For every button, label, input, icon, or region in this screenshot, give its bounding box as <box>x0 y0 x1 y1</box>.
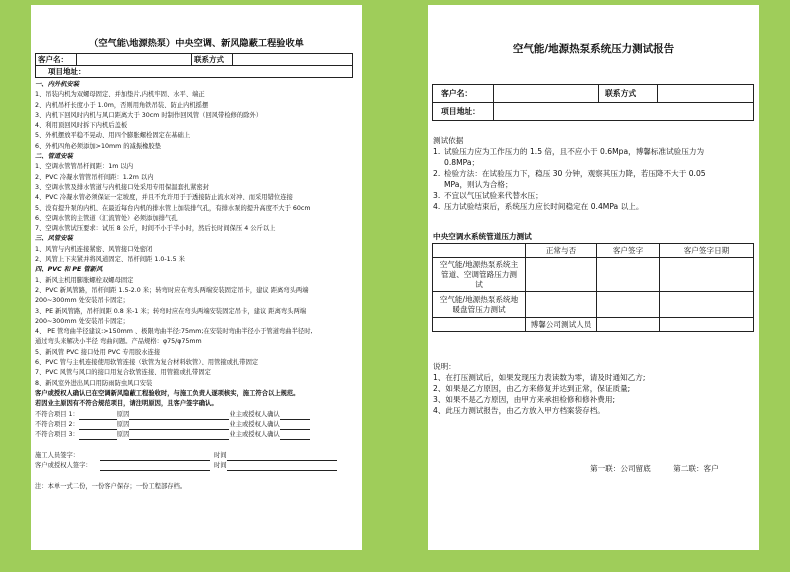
nonconform-row <box>35 410 362 420</box>
checklist-item: 5、没有提升泵的内机、在最近每台内机的排水管上加装排气孔，有排水泵的提升高度不大于 60cm <box>35 204 311 212</box>
checklist-item: 200~300mm 处安装吊卡固定； <box>35 297 129 305</box>
basis-number <box>433 157 444 168</box>
basis-text: 检验方法：在试验压力下，稳压 30 分钟，观察其压力降，若压降不大于 0.05 <box>444 169 706 178</box>
basis-number: 2. <box>433 169 441 178</box>
basis-number: 3. <box>433 191 441 200</box>
notes-block <box>433 361 755 416</box>
checklist-item: 1、新风主机用膨胀螺栓双螺母固定 <box>35 276 134 284</box>
checklist-item: 7、PVC 风管与风口的接口用复合软管连接、用管箍或扎带固定 <box>35 369 211 377</box>
signature-input[interactable] <box>100 462 210 471</box>
address-label: 项目地址： <box>48 67 86 76</box>
checklist-item: 4、利用顶回风时拆下内机后盖板 <box>35 122 128 130</box>
copy-first-label: 第一联：公司留底 <box>590 464 651 473</box>
copy-second-label: 第二联：客户 <box>673 464 719 473</box>
acceptance-form-body <box>35 80 362 492</box>
signature-row <box>35 451 362 461</box>
section-heading: 一、内外机安装 <box>35 81 80 88</box>
test-table-header: 正常与否 <box>526 244 597 258</box>
nonconform-label: 不符合项目 1： <box>35 410 79 418</box>
test-row-label-line: 管道、空调管路压力测 <box>441 269 517 279</box>
test-basis-list <box>433 146 755 212</box>
checklist-item: 1、风管与内机连接紧密、风管接口处密闭 <box>35 245 153 253</box>
basis-number: 1. <box>433 147 441 156</box>
customer-sign-cell[interactable] <box>597 258 660 292</box>
test-row-label-line: 试 <box>475 279 483 289</box>
checklist-item: 1、吊装内机为双螺母固定、并加垫片,内机牢固、水平、端正 <box>35 91 205 99</box>
report-contact-label: 联系方式 <box>599 85 658 103</box>
checklist-item: 6、空调水管的主管道（汇流管处）必须添加排气孔 <box>35 214 178 222</box>
report-address-input[interactable] <box>494 103 754 121</box>
report-title: 空气能/地源热泵系统压力测试报告 <box>512 43 675 55</box>
checklist-item: 3、内机下回风时内机与风口距离大于 30cm 时制作回风管（回风带检修的除外） <box>35 111 263 119</box>
basis-text: 试验压力应为工作压力的 1.5 倍，且不应小于 0.6Mpa，博馨标准试验压力为 <box>444 147 705 156</box>
basis-item <box>433 190 755 201</box>
basis-text: 压力试验结束后，系统压力应长时间稳定在 0.4MPa 以上。 <box>444 202 644 211</box>
checklist-item: 3、PE 新风管路，吊杆间距 0.8 米-1 米；转弯时应在弯头两端安装固定吊卡，建议 距离弯头两端 <box>35 307 307 315</box>
checklist-item: 1、空调水管管吊杆间距：1m 以内 <box>35 163 134 171</box>
checklist-item: 2、风管上下夹紧并将风道固定、吊杆间距 1.0-1.5 米 <box>35 256 185 264</box>
nonconform-label: 不符合项目 2： <box>35 420 79 428</box>
tester-date-cell[interactable] <box>660 318 754 332</box>
owner-confirm-input[interactable] <box>280 421 310 430</box>
signature-row <box>35 461 362 471</box>
checklist-item: 8、新风室外进出风口用防雨防虫风口安装 <box>35 379 153 387</box>
checklist-item: 3、空调水管及排水管道与内机接口处采用专用保温套扎紧密封 <box>35 183 210 191</box>
section-heading: 四、PVC 和 PE 管新风 <box>35 266 103 274</box>
test-row-label <box>433 258 526 292</box>
water-test-heading: 中央空调水系统管道压力测试 <box>433 232 532 241</box>
sign-date-cell[interactable] <box>660 258 754 292</box>
test-table-header: 客户签字日期 <box>660 244 754 258</box>
owner-confirm-label: 业主或授权人确认 <box>229 410 280 418</box>
tester-label: 博馨公司测试人员 <box>526 318 597 332</box>
nonconform-label: 不符合项目 3： <box>35 431 79 439</box>
note-item: 2、如果是乙方原因，由乙方来修复并达到正常，保证质量; <box>433 384 631 393</box>
reason-input[interactable] <box>129 421 229 430</box>
reason-label: 原因 <box>116 420 130 428</box>
reason-input[interactable] <box>129 411 229 420</box>
report-customer-input[interactable] <box>494 85 599 103</box>
signature-input[interactable] <box>100 452 210 461</box>
signature-label: 客户或授权人签字： <box>35 461 92 469</box>
checklist-item: 5、新风管 PVC 接口处用 PVC 专用胶水连接 <box>35 348 161 356</box>
basis-number <box>433 179 444 190</box>
test-basis-block <box>433 135 755 212</box>
test-basis-heading: 测试依据 <box>433 136 464 145</box>
owner-confirm-input[interactable] <box>280 431 310 440</box>
note-item: 3、如果不是乙方原因，由甲方来承担检修和修补费用; <box>433 395 616 404</box>
notes-list <box>433 372 755 416</box>
test-row-label-line: 空气能/地源热泵系统主 <box>439 259 519 269</box>
reason-label: 原因 <box>116 431 130 439</box>
copy-labels <box>590 463 759 474</box>
address-row[interactable] <box>36 66 353 78</box>
pressure-test-report-sheet <box>428 5 759 550</box>
sign-date-cell[interactable] <box>660 292 754 318</box>
tester-signature-cell[interactable] <box>597 318 660 332</box>
confirmation-note: 客户或授权人确认已在空调新风隐蔽工程验收时，与施工负责人逐项核实，施工符合以上规范。 <box>35 389 300 397</box>
reason-label: 原因 <box>116 410 130 418</box>
checklist-item: 200~300mm 处安装吊卡固定； <box>35 317 129 325</box>
test-table-header: 客户签字 <box>597 244 660 258</box>
nonconform-row <box>35 420 362 430</box>
test-status-cell[interactable] <box>526 292 597 318</box>
acceptance-form-sheet <box>31 5 362 550</box>
tester-spacer-cell <box>433 318 526 332</box>
basis-item <box>433 146 755 157</box>
checklist-item: 6、外机四角必须添加>10mm 的减振橡胶垫 <box>35 142 162 150</box>
owner-confirm-label: 业主或授权人确认 <box>229 431 280 439</box>
contact-label: 联系方式 <box>192 54 233 66</box>
basis-item <box>433 201 755 212</box>
nonconform-row <box>35 430 362 440</box>
signature-label: 施工人员签字： <box>35 451 80 459</box>
report-address-label: 项目地址： <box>433 103 494 121</box>
checklist-item: 2、内机吊杆长度小于 1.0m，否则用角铁吊装、防止内机摇摆 <box>35 101 209 109</box>
section-heading: 三、风管安装 <box>35 235 73 243</box>
section-heading: 二、管道安装 <box>35 153 73 161</box>
checklist-item: 6、PVC 管与主机连接使用软管连接（软管为复合材料软管）、用管箍或扎带固定 <box>35 359 259 367</box>
spacer <box>35 471 362 481</box>
nonconform-input[interactable] <box>79 411 117 420</box>
owner-confirm-input[interactable] <box>280 411 310 420</box>
basis-item <box>433 179 755 190</box>
signature-time-label: 时间 <box>214 461 227 469</box>
checklist-item: 4、 PE 管弯曲半径建议:>150mm 、极限弯曲半径:75mm;在安装时弯曲半径小于管道弯曲半径时, <box>35 328 313 336</box>
owner-confirm-label: 业主或授权人确认 <box>229 420 280 428</box>
checklist-item: 4、PVC 冷凝水管必须保证一定坡度，并且不允许用于于透接防止流水对冲、而采用错位连接 <box>35 194 293 202</box>
notes-heading: 说明： <box>433 362 456 371</box>
basis-text: MPa，则认为合格； <box>444 180 513 189</box>
note-item: 4、此压力测试报告，由乙方放入甲方档案袋存档。 <box>433 406 605 415</box>
signature-time-input[interactable] <box>227 452 337 461</box>
note-item: 1、在打压测试后，如果发现压力表读数为零，请及时通知乙方; <box>433 373 646 382</box>
footnote: 注：本单一式二份，一份客户保存；一份工程部存档。 <box>35 482 187 490</box>
report-contact-input[interactable] <box>658 85 754 103</box>
basis-item <box>433 168 755 179</box>
confirmation-note: 若因业主原因有不符合规范项目，请注明原因，且客户签字确认。 <box>35 400 218 408</box>
reason-input[interactable] <box>129 431 229 440</box>
customer-input[interactable] <box>77 54 192 66</box>
test-table-header <box>433 244 526 258</box>
checklist-item: 2、PVC 新风管路，吊杆间距 1.5-2.0 米；转弯时应在弯头两端安装固定吊卡，建议 距离弯头两端 <box>35 286 309 294</box>
contact-input[interactable] <box>233 54 353 66</box>
basis-text: 不宜以气压试验来代替水压； <box>444 191 543 200</box>
checklist-item: 通过弯头来解决小半径 弯曲问题。产品规格：φ75/φ75mm <box>35 338 202 346</box>
customer-label: 客户名： <box>36 54 77 66</box>
acceptance-form-title: （空气能\地源热泵）中央空调、新风隐蔽工程验收单 <box>89 38 304 49</box>
test-row-label-line: 空气能/地源热泵系统地 <box>439 294 519 304</box>
signature-time-input[interactable] <box>227 462 337 471</box>
basis-text: 0.8MPa； <box>444 158 480 167</box>
checklist-item: 5、外机摆放平稳不晃动、用四个膨胀螺栓固定在基础上 <box>35 132 191 140</box>
nonconform-input[interactable] <box>79 431 117 440</box>
spacer <box>35 440 362 450</box>
pressure-test-table <box>432 243 754 332</box>
report-customer-label: 客户名： <box>433 85 494 103</box>
nonconform-input[interactable] <box>79 421 117 430</box>
acceptance-form-header-table <box>35 53 353 78</box>
checklist-item: 2、PVC 冷凝水管管吊杆间距：1.2m 以内 <box>35 173 154 181</box>
report-header-table <box>432 84 754 121</box>
signature-time-label: 时间 <box>214 451 227 459</box>
checklist-item: 7、空调水管试压要求：试压 8 公斤，时间不小于半小时，然后长时间保压 4 公斤以上 <box>35 225 276 233</box>
customer-sign-cell[interactable] <box>597 292 660 318</box>
basis-item <box>433 157 755 168</box>
test-row-label-line: 暖盘管压力测试 <box>452 304 506 314</box>
test-status-cell[interactable] <box>526 258 597 292</box>
test-row-label <box>433 292 526 318</box>
basis-number: 4. <box>433 202 441 211</box>
